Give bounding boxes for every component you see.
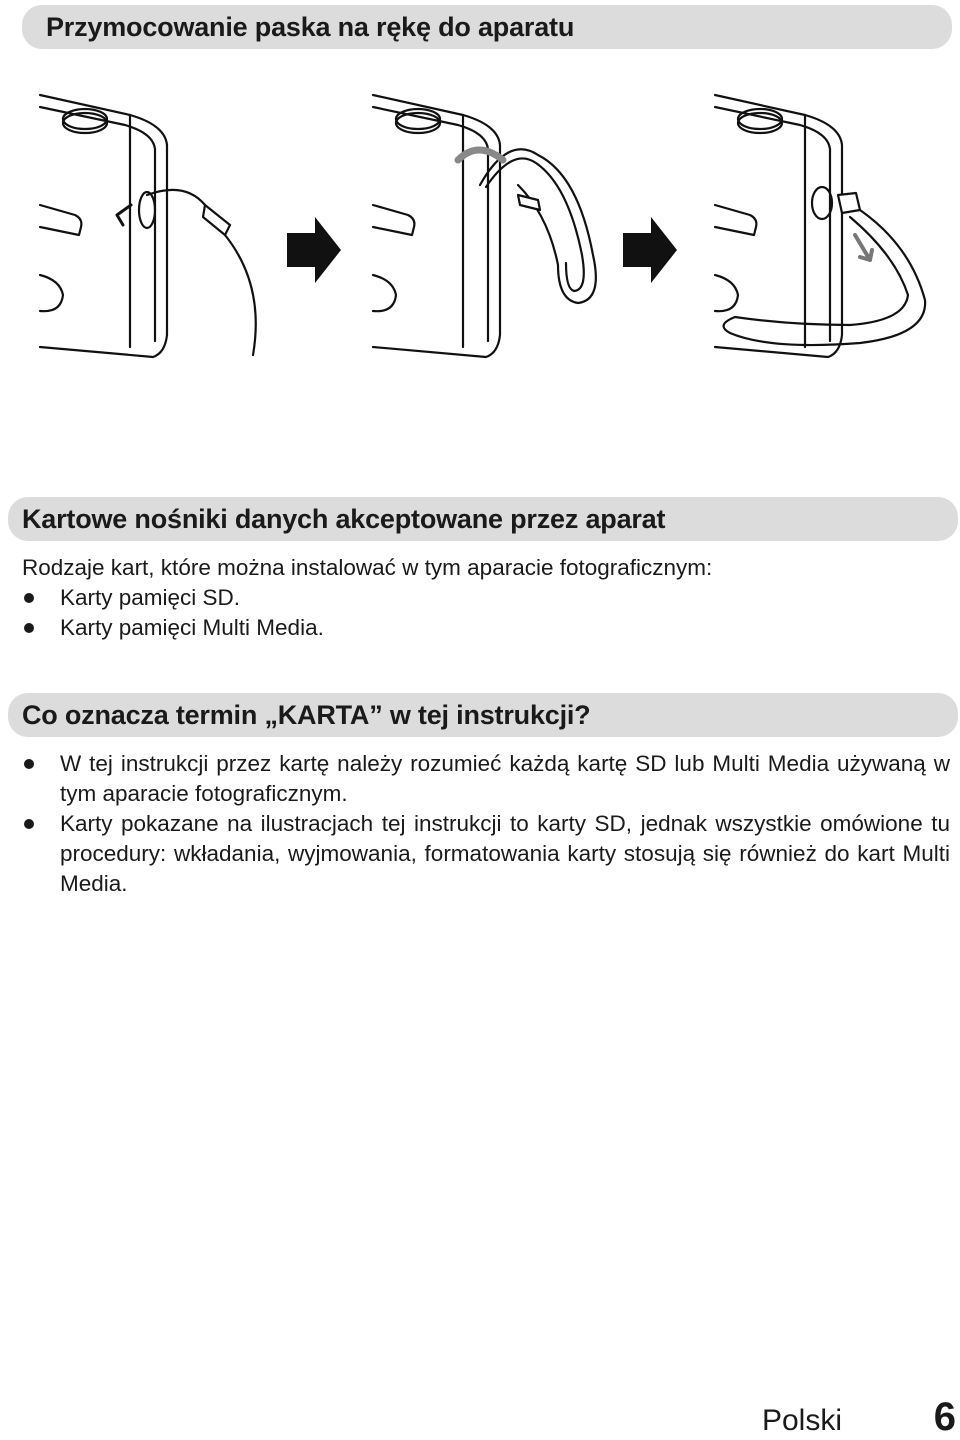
camera-step-2-icon [373, 95, 596, 357]
footer-language: Polski [761, 1404, 842, 1437]
bullet-icon [24, 759, 34, 769]
section-header-strap [22, 5, 952, 49]
list-item: Karty pamięci SD. [22, 583, 950, 613]
section-title-term: Co oznacza termin „KARTA” w tej instrukcji? [22, 700, 591, 730]
page-number: 6 [933, 1395, 956, 1439]
bullet-icon [24, 819, 34, 829]
list-item: W tej instrukcji przez kartę należy rozumieć każdą kartę SD lub Multi Media używaną w tym aparacie fotograficznym. [22, 749, 950, 809]
bullet-icon [24, 623, 34, 633]
bullet-icon [24, 593, 34, 603]
section-title-cards: Kartowe nośniki danych akceptowane przez aparat [22, 504, 666, 534]
strap-attachment-illustration [35, 85, 935, 385]
list-item: Karty pokazane na ilustracjach tej instrukcji to karty SD, jednak wszystkie omówione tu procedury: wkładania, wyjmowania, formatowania karty stosują się również do kart Multi Media. [22, 809, 950, 899]
cards-intro: Rodzaje kart, które można instalować w tym aparacie fotograficznym: [22, 555, 713, 580]
arrow-right-icon [623, 217, 677, 283]
term-notes-list [22, 749, 950, 899]
camera-step-3-icon [715, 95, 925, 357]
section-title-strap: Przymocowanie paska na rękę do aparatu [46, 12, 575, 42]
arrow-right-icon [287, 217, 341, 283]
section-header-term [8, 693, 958, 737]
list-item: Karty pamięci Multi Media. [22, 613, 950, 643]
section-header-cards [8, 497, 958, 541]
card-types-list [22, 583, 950, 643]
camera-step-1-icon [40, 95, 256, 357]
